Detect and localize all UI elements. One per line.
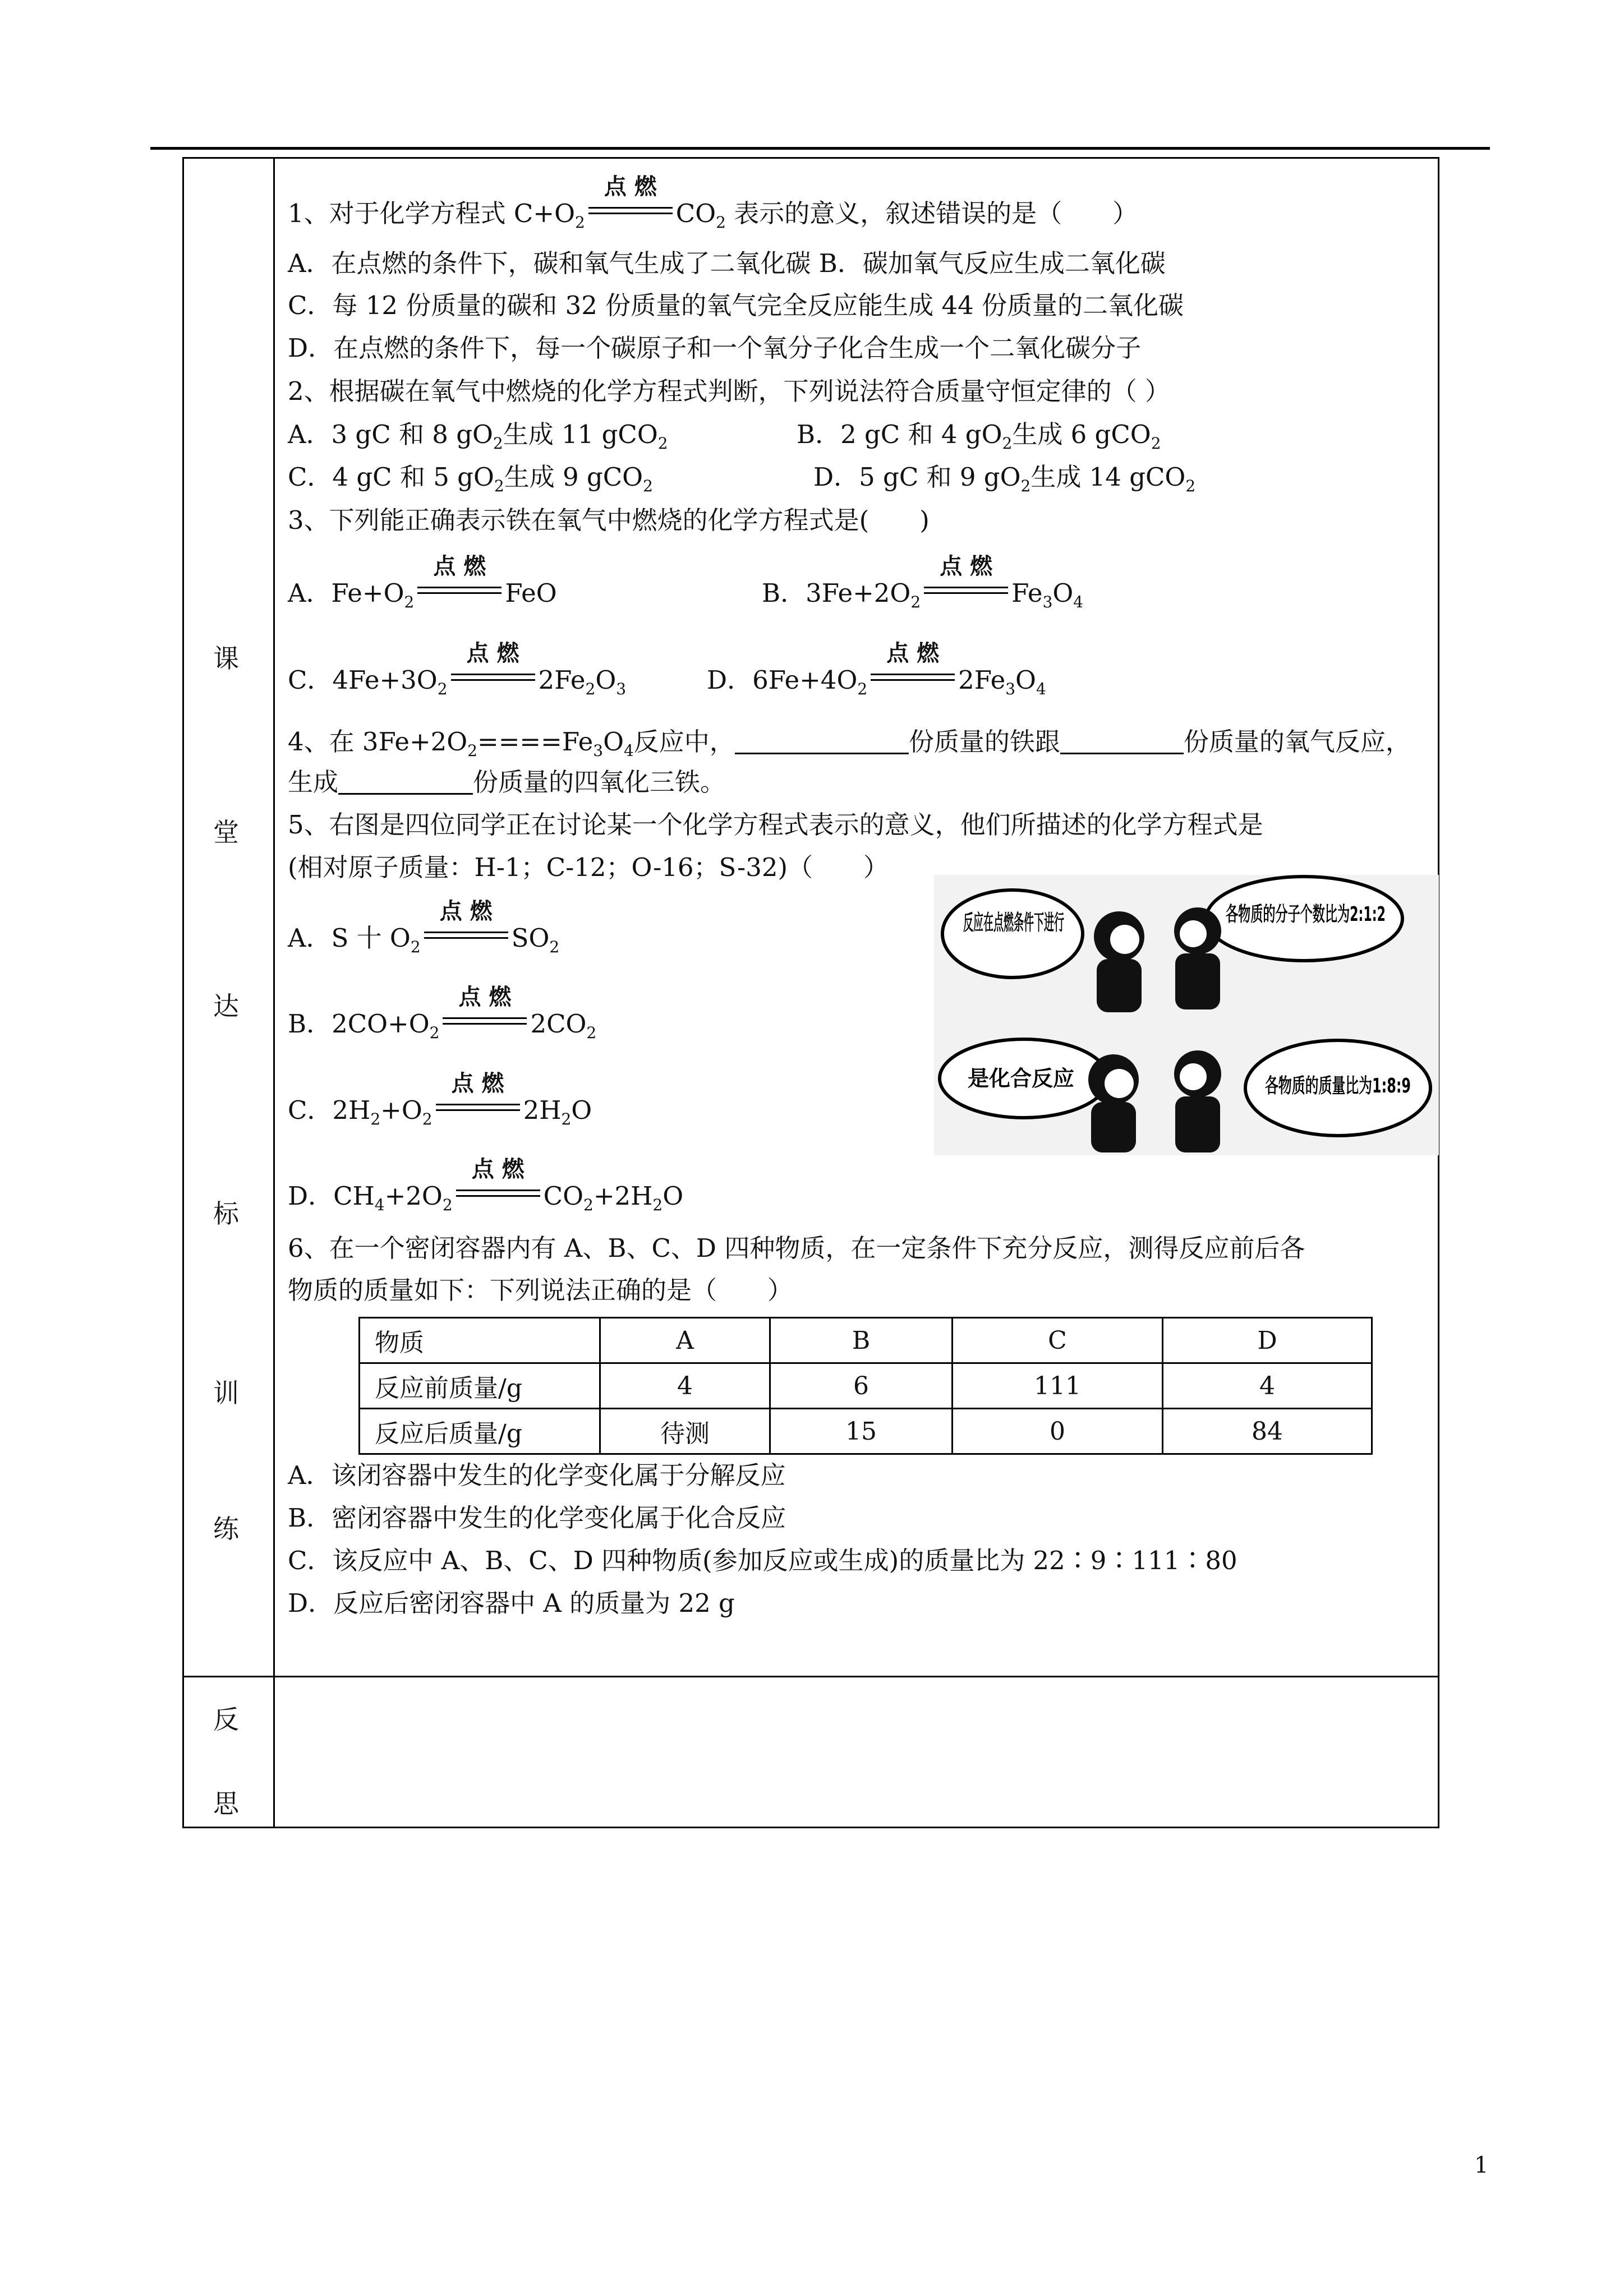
side-label: 练 [213,1514,239,1544]
q5-option-a: A．S 十 $O_2$ 点 燃 $SO_2$ [288,898,560,956]
reaction-arrow: 点 燃 [924,581,1008,606]
q4-line1: 4、在 $3Fe+2O_2====Fe_3O_4$反应中， 份质量的铁跟 份质量的氧气反应， [288,727,1411,760]
q1-option-ab: A．在点燃的条件下，碳和氧气生成了二氧化碳 B．碳加氧气反应生成二氧化碳 [288,248,1166,278]
table-cell: 4 [600,1363,770,1409]
q2-stem: 2、根据碳在氧气中燃烧的化学方程式判断，下列说法符合质量守恒定律的（ ） [288,376,1170,406]
q5-stem-line2: (相对原子质量：H-1；C-12；O-16；S-32)（ ） [288,852,889,882]
table-cell: 物质 [360,1318,600,1363]
q3-option-a: A．$Fe+O_2$ 点 燃 FeO [288,554,557,611]
table-row [360,1318,1372,1363]
q1-option-c: C．每 12 份质量的碳和 32 份质量的氧气完全反应能生成 44 份质量的二氧化碳 [288,291,1184,320]
q2-option-b: B．2 gC 和 4 $gO_2$生成 6 gCO$_2$ [797,419,1161,453]
answer-blank[interactable] [338,771,473,795]
reaction-arrow: 点 燃 [424,926,508,951]
table-row [360,1409,1372,1454]
q6-stem-line2: 物质的质量如下：下列说法正确的是（ ） [288,1275,793,1305]
table-cell: 4 [1163,1363,1372,1409]
bubble-text: 各物质的质量比为1:8:9 [1265,1075,1411,1098]
table-row [360,1363,1372,1409]
column-divider [273,157,275,1828]
q3-option-d: D．$6Fe+4O_2$ 点 燃 $2Fe_3O_4$ [707,640,1046,698]
reflection-label: 反 [213,1704,239,1735]
q1-option-d: D．在点燃的条件下，每一个碳原子和一个氧分子化合生成一个二氧化碳分子 [288,333,1142,363]
reaction-arrow: 点 燃 [443,1012,527,1036]
table-cell: 6 [770,1363,953,1409]
side-label: 标 [213,1198,239,1229]
q5-option-d: D．$CH_4+2O_2$ 点 燃 $CO_2+2H_2O$ [288,1156,684,1214]
table-cell: C [953,1318,1163,1363]
q3-stem: 3、下列能正确表示铁在氧气中燃烧的化学方程式是( ) [288,505,930,535]
q4-line2: 生成 份质量的四氧化三铁。 [288,767,726,797]
q3-option-b: B．$3Fe+2O_2$ 点 燃 $Fe_3O_4$ [762,554,1084,611]
side-label: 堂 [213,817,239,847]
header-rule [150,147,1490,150]
table-cell: 反应后质量/g [360,1409,600,1454]
table-cell: B [770,1318,953,1363]
page-number: 1 [1474,2152,1489,2178]
bubble-text: 各物质的分子个数比为2:1:2 [1226,903,1386,926]
table-cell: 84 [1163,1409,1372,1454]
answer-blank[interactable] [1060,730,1184,754]
q6-option-c: C．该反应中 A、B、C、D 四种物质(参加反应或生成)的质量比为 22∶9∶111∶80 [288,1546,1237,1575]
reaction-arrow: 点 燃 [417,581,502,606]
discussion-figure [934,875,1439,1155]
table-cell: A [600,1318,770,1363]
q5-option-c: C．$2H_2+O_2$ 点 燃 $2H_2O$ [288,1071,592,1128]
q6-option-b: B．密闭容器中发生的化学变化属于化合反应 [288,1503,786,1533]
answer-blank[interactable] [735,730,909,754]
q6-option-a: A．该闭容器中发生的化学变化属于分解反应 [288,1460,786,1490]
row-divider [182,1676,1439,1677]
reaction-arrow: 点 燃 [588,201,673,226]
q2-option-a: A．3 gC 和 8 $gO_2$生成 11 gCO$_2$ [288,419,668,453]
q5-stem-line1: 5、右图是四位同学正在讨论某一个化学方程式表示的意义，他们所描述的化学方程式是 [288,810,1263,840]
reaction-arrow: 点 燃 [456,1184,540,1209]
q1-stem: 1、对于化学方程式 $C+O_2$ 点 燃 $CO_2$ 表示的意义，叙述错误的是（ ） [288,174,1138,232]
bubble-text: 是化合反应 [968,1066,1075,1091]
side-label: 课 [213,643,239,674]
table-cell: 15 [770,1409,953,1454]
q5-option-b: B．$2CO+O_2$ 点 燃 $2CO_2$ [288,984,597,1042]
table-cell: 待测 [600,1409,770,1454]
mass-table [358,1317,1373,1455]
bubble-text: 反应在点燃条件下进行 [963,910,1064,935]
table-cell: D [1163,1318,1372,1363]
table-cell: 反应前质量/g [360,1363,600,1409]
q2-option-d: D．5 gC 和 9 $gO_2$生成 14 gCO$_2$ [813,462,1196,495]
q6-stem-line1: 6、在一个密闭容器内有 A、B、C、D 四种物质，在一定条件下充分反应，测得反应前后各 [288,1233,1305,1263]
reaction-arrow: 点 燃 [451,668,535,693]
table-cell: 111 [953,1363,1163,1409]
reaction-arrow: 点 燃 [871,668,955,693]
q3-option-c: C．$4Fe+3O_2$ 点 燃 $2Fe_2O_3$ [288,640,627,698]
q2-option-c: C．4 gC 和 5 $gO_2$生成 9 gCO$_2$ [288,462,653,495]
side-label: 达 [213,991,239,1021]
reaction-arrow: 点 燃 [436,1098,520,1123]
side-label: 训 [213,1378,239,1408]
q6-option-d: D．反应后密闭容器中 A 的质量为 22 g [288,1588,735,1618]
table-cell: 0 [953,1409,1163,1454]
reflection-label: 思 [213,1788,239,1819]
